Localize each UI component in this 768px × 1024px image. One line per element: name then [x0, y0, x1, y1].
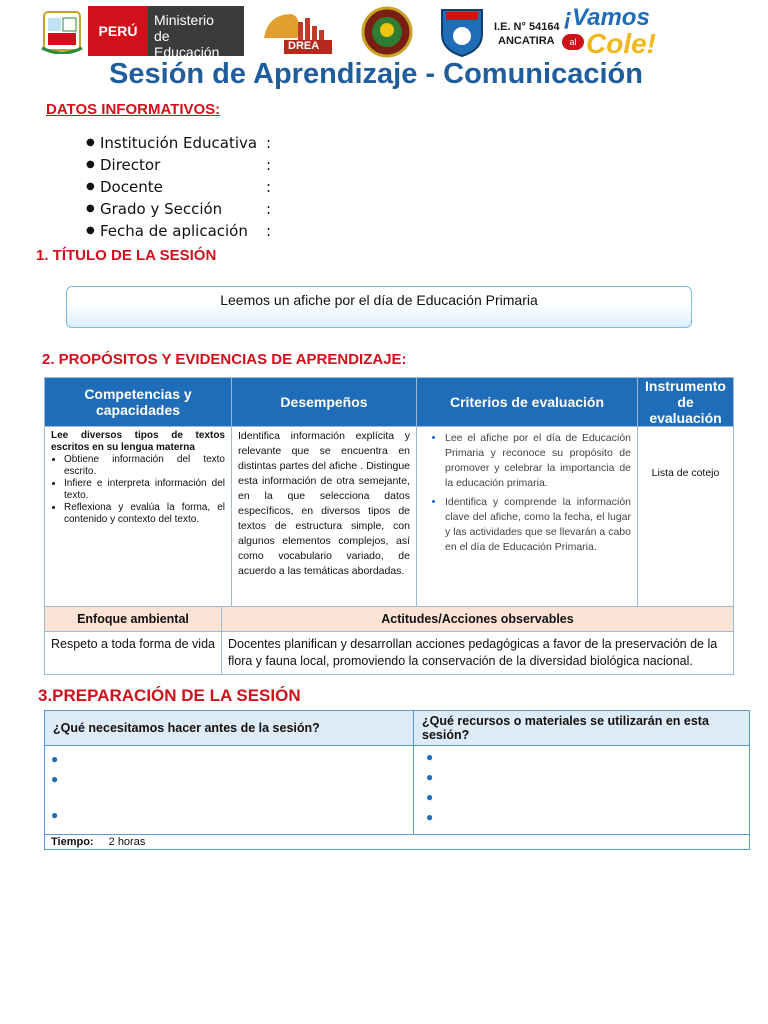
- enfoque-table: [44, 606, 734, 675]
- peru-coat-of-arms-icon: [40, 8, 84, 54]
- datos-heading: DATOS INFORMATIVOS:: [46, 101, 221, 118]
- bullet-icon: ●: [51, 772, 59, 786]
- drea-logo: DREA: [258, 8, 336, 56]
- bullet-icon: ●: [51, 752, 59, 766]
- minedu-logo: [88, 6, 244, 60]
- criterios-cell: [417, 427, 638, 619]
- list-item: ● Grado y Sección :: [86, 200, 272, 218]
- enfoque-header: Enfoque ambiental: [45, 607, 222, 632]
- list-item: • Lee el afiche por el día de Educación Primaria y reconoce su propósito de promover y celebrar la importancia de la educación primaria.: [445, 431, 631, 491]
- bullet-icon: ●: [426, 790, 434, 804]
- header-criterios: Criterios de evaluación: [417, 378, 638, 427]
- question-materials: ¿Qué recursos o materiales se utilizarán en esta sesión?: [414, 711, 750, 746]
- desempenos-cell: Identifica información explícita y relevante que se encuentra en distintas partes del afiche . Distingue esta información de otra semejante, en la que selecciona datos específicos, en diversos tipos de textos de estructura simple, con algunos elementos complejos, así como vocabulario variado, de acuerdo a las temáticas abordadas.: [232, 427, 417, 619]
- preparation-table: [44, 710, 750, 850]
- header-desempenos: Desempeños: [232, 378, 417, 427]
- purposes-table: [44, 377, 734, 619]
- bullet-icon: ●: [51, 808, 59, 822]
- datos-list: [86, 132, 271, 242]
- actitudes-value: Docentes planifican y desarrollan acciones pedagógicas a favor de la preservación de la flora y fauna local, promoviendo la conservación de la diversidad biológica nacional.: [222, 632, 734, 675]
- section3-heading: 3.PREPARACIÓN DE LA SESIÓN: [38, 686, 301, 705]
- ie-name: I.E. N° 54164 ANCATIRA: [494, 21, 560, 47]
- bullet-icon: ●: [426, 810, 434, 824]
- header-competencias: Competencias y capacidades: [45, 378, 232, 427]
- enfoque-value: Respeto a toda forma de vida: [45, 632, 222, 675]
- time-row: Tiempo: 2 horas: [45, 835, 750, 850]
- list-item: • Identifica y comprende la información clave del afiche, como la fecha, el lugar y las actividades que se llevarán a cabo en el día de Educación Primaria.: [445, 495, 631, 555]
- competencias-cell: Lee diversos tipos de textos escritos en su lengua materna • Obtiene información del texto escrito. • Infiere e interpreta información del texto. • Reflexiona y evalúa la forma, el contenido y contexto del texto.: [45, 427, 232, 619]
- section2-heading: 2. PROPÓSITOS Y EVIDENCIAS DE APRENDIZAJE:: [42, 351, 407, 368]
- peru-label: PERÚ: [88, 6, 148, 56]
- bullet-icon: ●: [426, 770, 434, 784]
- question-before-session: ¿Qué necesitamos hacer antes de la sesión?: [45, 711, 414, 746]
- list-item: • Reflexiona y evalúa la forma, el contenido y contexto del texto.: [64, 502, 225, 526]
- list-item: ● Institución Educativa :: [86, 134, 272, 152]
- materials-cell: [414, 746, 750, 835]
- list-item: • Infiere e interpreta información del texto.: [64, 478, 225, 502]
- bullet-icon: ●: [426, 750, 434, 764]
- list-item: ● Fecha de aplicación :: [86, 222, 272, 240]
- ugel-seal-icon: [354, 6, 420, 58]
- section1-heading: 1. TÍTULO DE LA SESIÓN: [36, 247, 217, 264]
- page-title: Sesión de Aprendizaje - Comunicación: [109, 58, 643, 90]
- list-item: • Obtiene información del texto escrito.: [64, 454, 225, 478]
- list-item: ● Director :: [86, 156, 272, 174]
- instrumento-cell: Lista de cotejo: [638, 427, 734, 619]
- vamos-al-cole-logo: ¡Vamos al Cole!: [564, 4, 656, 59]
- actitudes-header: Actitudes/Acciones observables: [222, 607, 734, 632]
- ie-shield-icon: [436, 6, 488, 58]
- header-instrumento: Instrumento de evaluación: [638, 378, 734, 427]
- list-item: ● Docente :: [86, 178, 272, 196]
- before-session-cell: [45, 746, 414, 835]
- session-title-box: Leemos un afiche por el día de Educación Primaria: [66, 286, 692, 328]
- ministry-label: Ministerio de Educación: [148, 6, 244, 56]
